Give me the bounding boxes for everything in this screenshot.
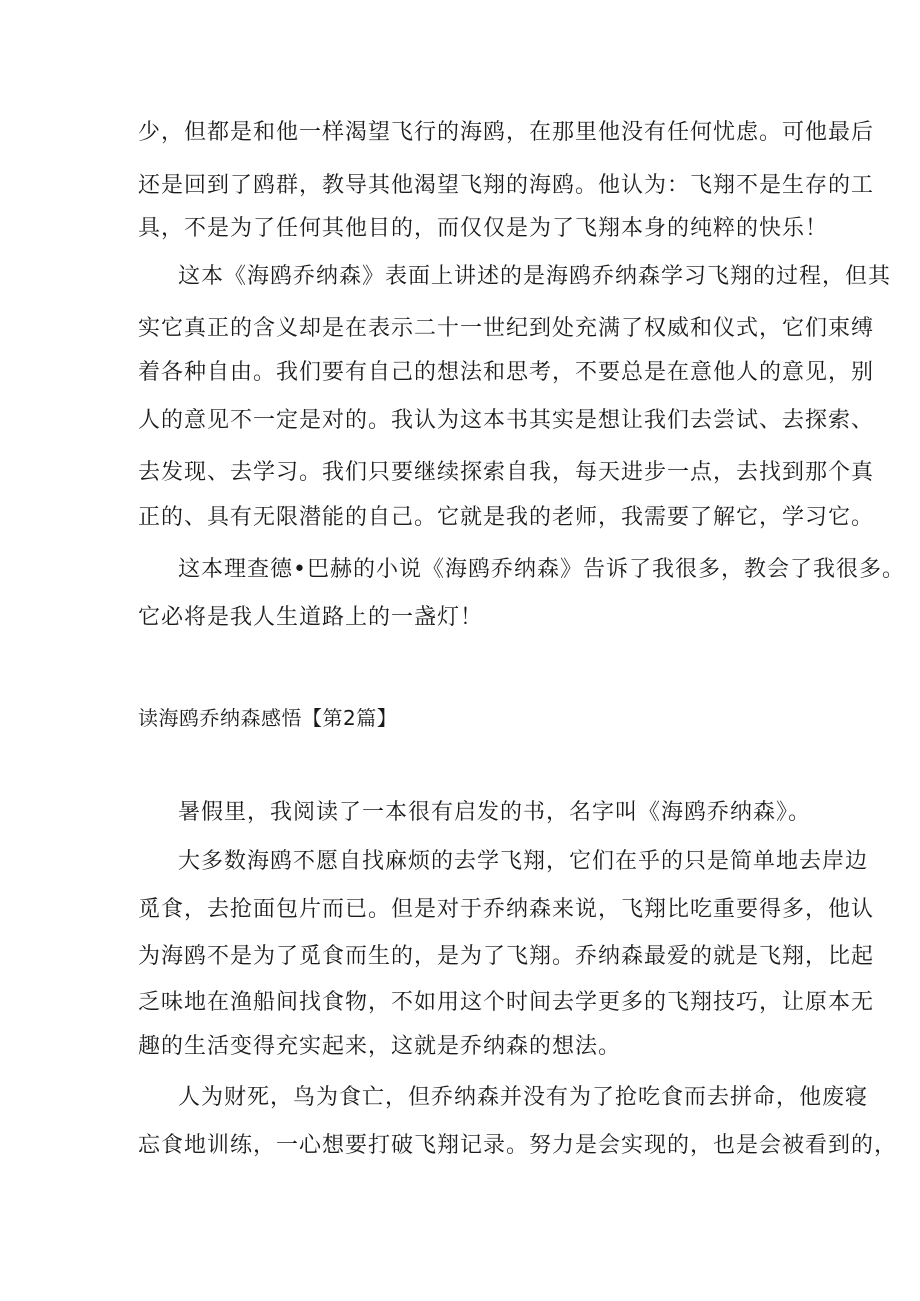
paragraph-line: 人的意见不一定是对的。我认为这本书其实是想让我们去尝试、去探索、 xyxy=(138,408,875,433)
paragraph-line: 为海鸥不是为了觅食而生的，是为了飞翔。乔纳森最爱的就是飞翔，比起 xyxy=(138,944,875,969)
paragraph-line: 正的、具有无限潜能的自己。它就是我的老师，我需要了解它，学习它。 xyxy=(138,505,875,530)
paragraph-line: 人为财死，鸟为食亡，但乔纳森并没有为了抢吃食而去拼命，他废寝 xyxy=(178,1085,869,1110)
paragraph-line: 暑假里，我阅读了一本很有启发的书，名字叫《海鸥乔纳森》。 xyxy=(178,800,812,825)
paragraph-line: 这本理查德•巴赫的小说《海鸥乔纳森》告诉了我很多，教会了我很多。 xyxy=(178,557,905,582)
paragraph-line: 实它真正的含义却是在表示二十一世纪到处充满了权威和仪式，它们束缚 xyxy=(138,316,875,341)
paragraph-line: 它必将是我人生道路上的一盏灯！ xyxy=(138,605,484,630)
paragraph-line: 还是回到了鸥群，教导其他渴望飞翔的海鸥。他认为：飞翔不是生存的工 xyxy=(138,173,875,198)
paragraph-line: 去发现、去学习。我们只要继续探索自我，每天进步一点，去找到那个真 xyxy=(138,460,875,485)
section-heading: 读海鸥乔纳森感悟【第2篇】 xyxy=(138,706,398,730)
paragraph-line: 具，不是为了任何其他目的，而仅仅是为了飞翔本身的纯粹的快乐！ xyxy=(138,216,829,241)
paragraph-line: 大多数海鸥不愿自找麻烦的去学飞翔，它们在乎的只是简单地去岸边 xyxy=(178,849,869,874)
paragraph-line: 这本《海鸥乔纳森》表面上讲述的是海鸥乔纳森学习飞翔的过程，但其 xyxy=(178,264,892,289)
paragraph-line: 着各种自由。我们要有自己的想法和思考，不要总是在意他人的意见，别 xyxy=(138,360,875,385)
paragraph-line: 忘食地训练，一心想要打破飞翔记录。努力是会实现的，也是会被看到的， xyxy=(138,1133,898,1158)
paragraph-line: 觅食，去抢面包片而已。但是对于乔纳森来说，飞翔比吃重要得多，他认 xyxy=(138,897,875,922)
paragraph-line: 少，但都是和他一样渴望飞行的海鸥，在那里他没有任何忧虑。可他最后 xyxy=(138,120,875,145)
paragraph-line: 趣的生活变得充实起来，这就是乔纳森的想法。 xyxy=(138,1034,622,1059)
paragraph-line: 乏味地在渔船间找食物，不如用这个时间去学更多的飞翔技巧，让原本无 xyxy=(138,990,875,1015)
